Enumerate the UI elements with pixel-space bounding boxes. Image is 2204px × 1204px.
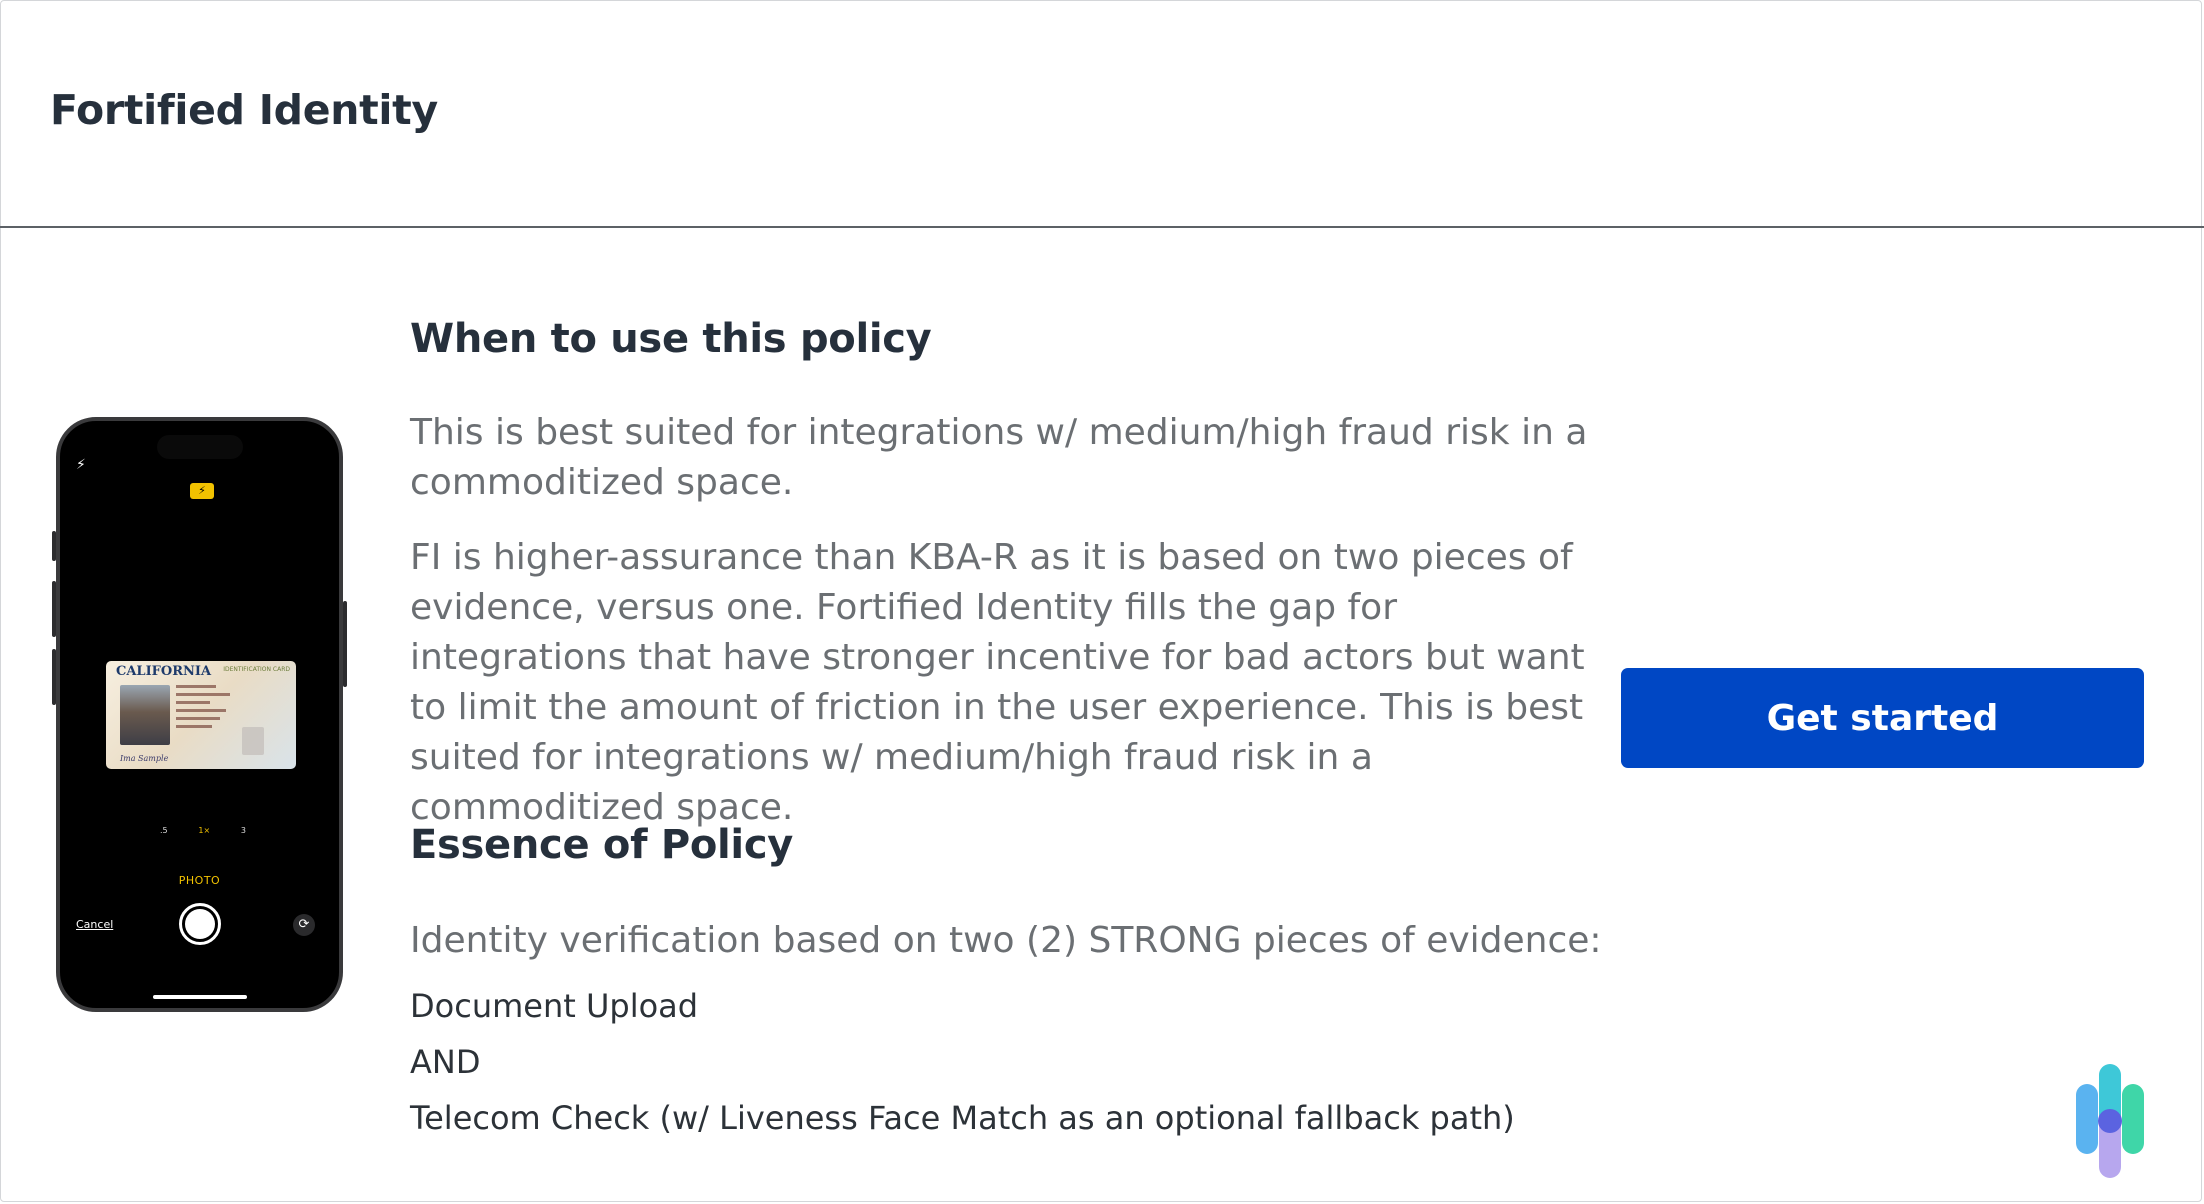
page-header <box>0 0 2204 228</box>
zoom-selector[interactable] <box>160 826 246 835</box>
shutter-button[interactable] <box>179 903 221 945</box>
id-card-image <box>106 661 296 769</box>
lightning-icon[interactable]: ⚡︎ <box>76 457 86 473</box>
dynamic-island <box>157 435 243 459</box>
home-indicator <box>153 995 247 999</box>
essence-intro: Identity verification based on two (2) STRONG pieces of evidence: <box>410 920 1602 961</box>
when-to-use-description: FI is higher-assurance than KBA-R as it is based on two pieces of evidence, versus one. Fortified Identity fills the gap for integrations that have stronger incentive for bad actors but want to limit the amount of friction in the user experience. This is best suited for integrations w/ medium/high fraud risk in a commoditized space. <box>410 537 1585 828</box>
zoom-option[interactable]: .5 <box>160 826 168 835</box>
evidence-item: AND <box>410 1043 481 1081</box>
zoom-option[interactable]: 3 <box>240 826 246 835</box>
id-card-portrait <box>120 685 170 745</box>
get-started-button[interactable]: Get started <box>1621 668 2144 768</box>
when-to-use-heading: When to use this policy <box>410 316 932 362</box>
id-card-ghost-portrait <box>242 727 264 755</box>
phone-volume-down <box>52 649 56 705</box>
phone-volume-up <box>52 581 56 637</box>
evidence-item: Telecom Check (w/ Liveness Face Match as an optional fallback path) <box>410 1099 1515 1137</box>
evidence-item: Document Upload <box>410 987 699 1025</box>
id-card-tag: IDENTIFICATION CARD <box>223 666 290 673</box>
brand-logo-icon <box>2076 1064 2144 1178</box>
phone-camera-preview <box>56 417 343 1012</box>
essence-heading: Essence of Policy <box>410 822 794 868</box>
phone-power-button <box>343 601 347 687</box>
page-title: Fortified Identity <box>50 86 438 134</box>
camera-flip-icon[interactable]: ⟳ <box>293 914 315 936</box>
when-to-use-summary: This is best suited for integrations w/ medium/high fraud risk in a commoditized space. <box>410 412 1588 503</box>
zoom-option[interactable]: 1× <box>198 826 211 835</box>
phone-silent-switch <box>52 531 56 561</box>
flash-indicator-icon: ⚡︎ <box>190 483 214 499</box>
camera-cancel-link[interactable]: Cancel <box>76 918 114 931</box>
id-card-signature: Ima Sample <box>120 754 169 763</box>
id-card-state: CALIFORNIA <box>116 664 212 679</box>
camera-mode-label[interactable]: PHOTO <box>178 874 221 887</box>
id-card-text-lines <box>176 685 232 733</box>
